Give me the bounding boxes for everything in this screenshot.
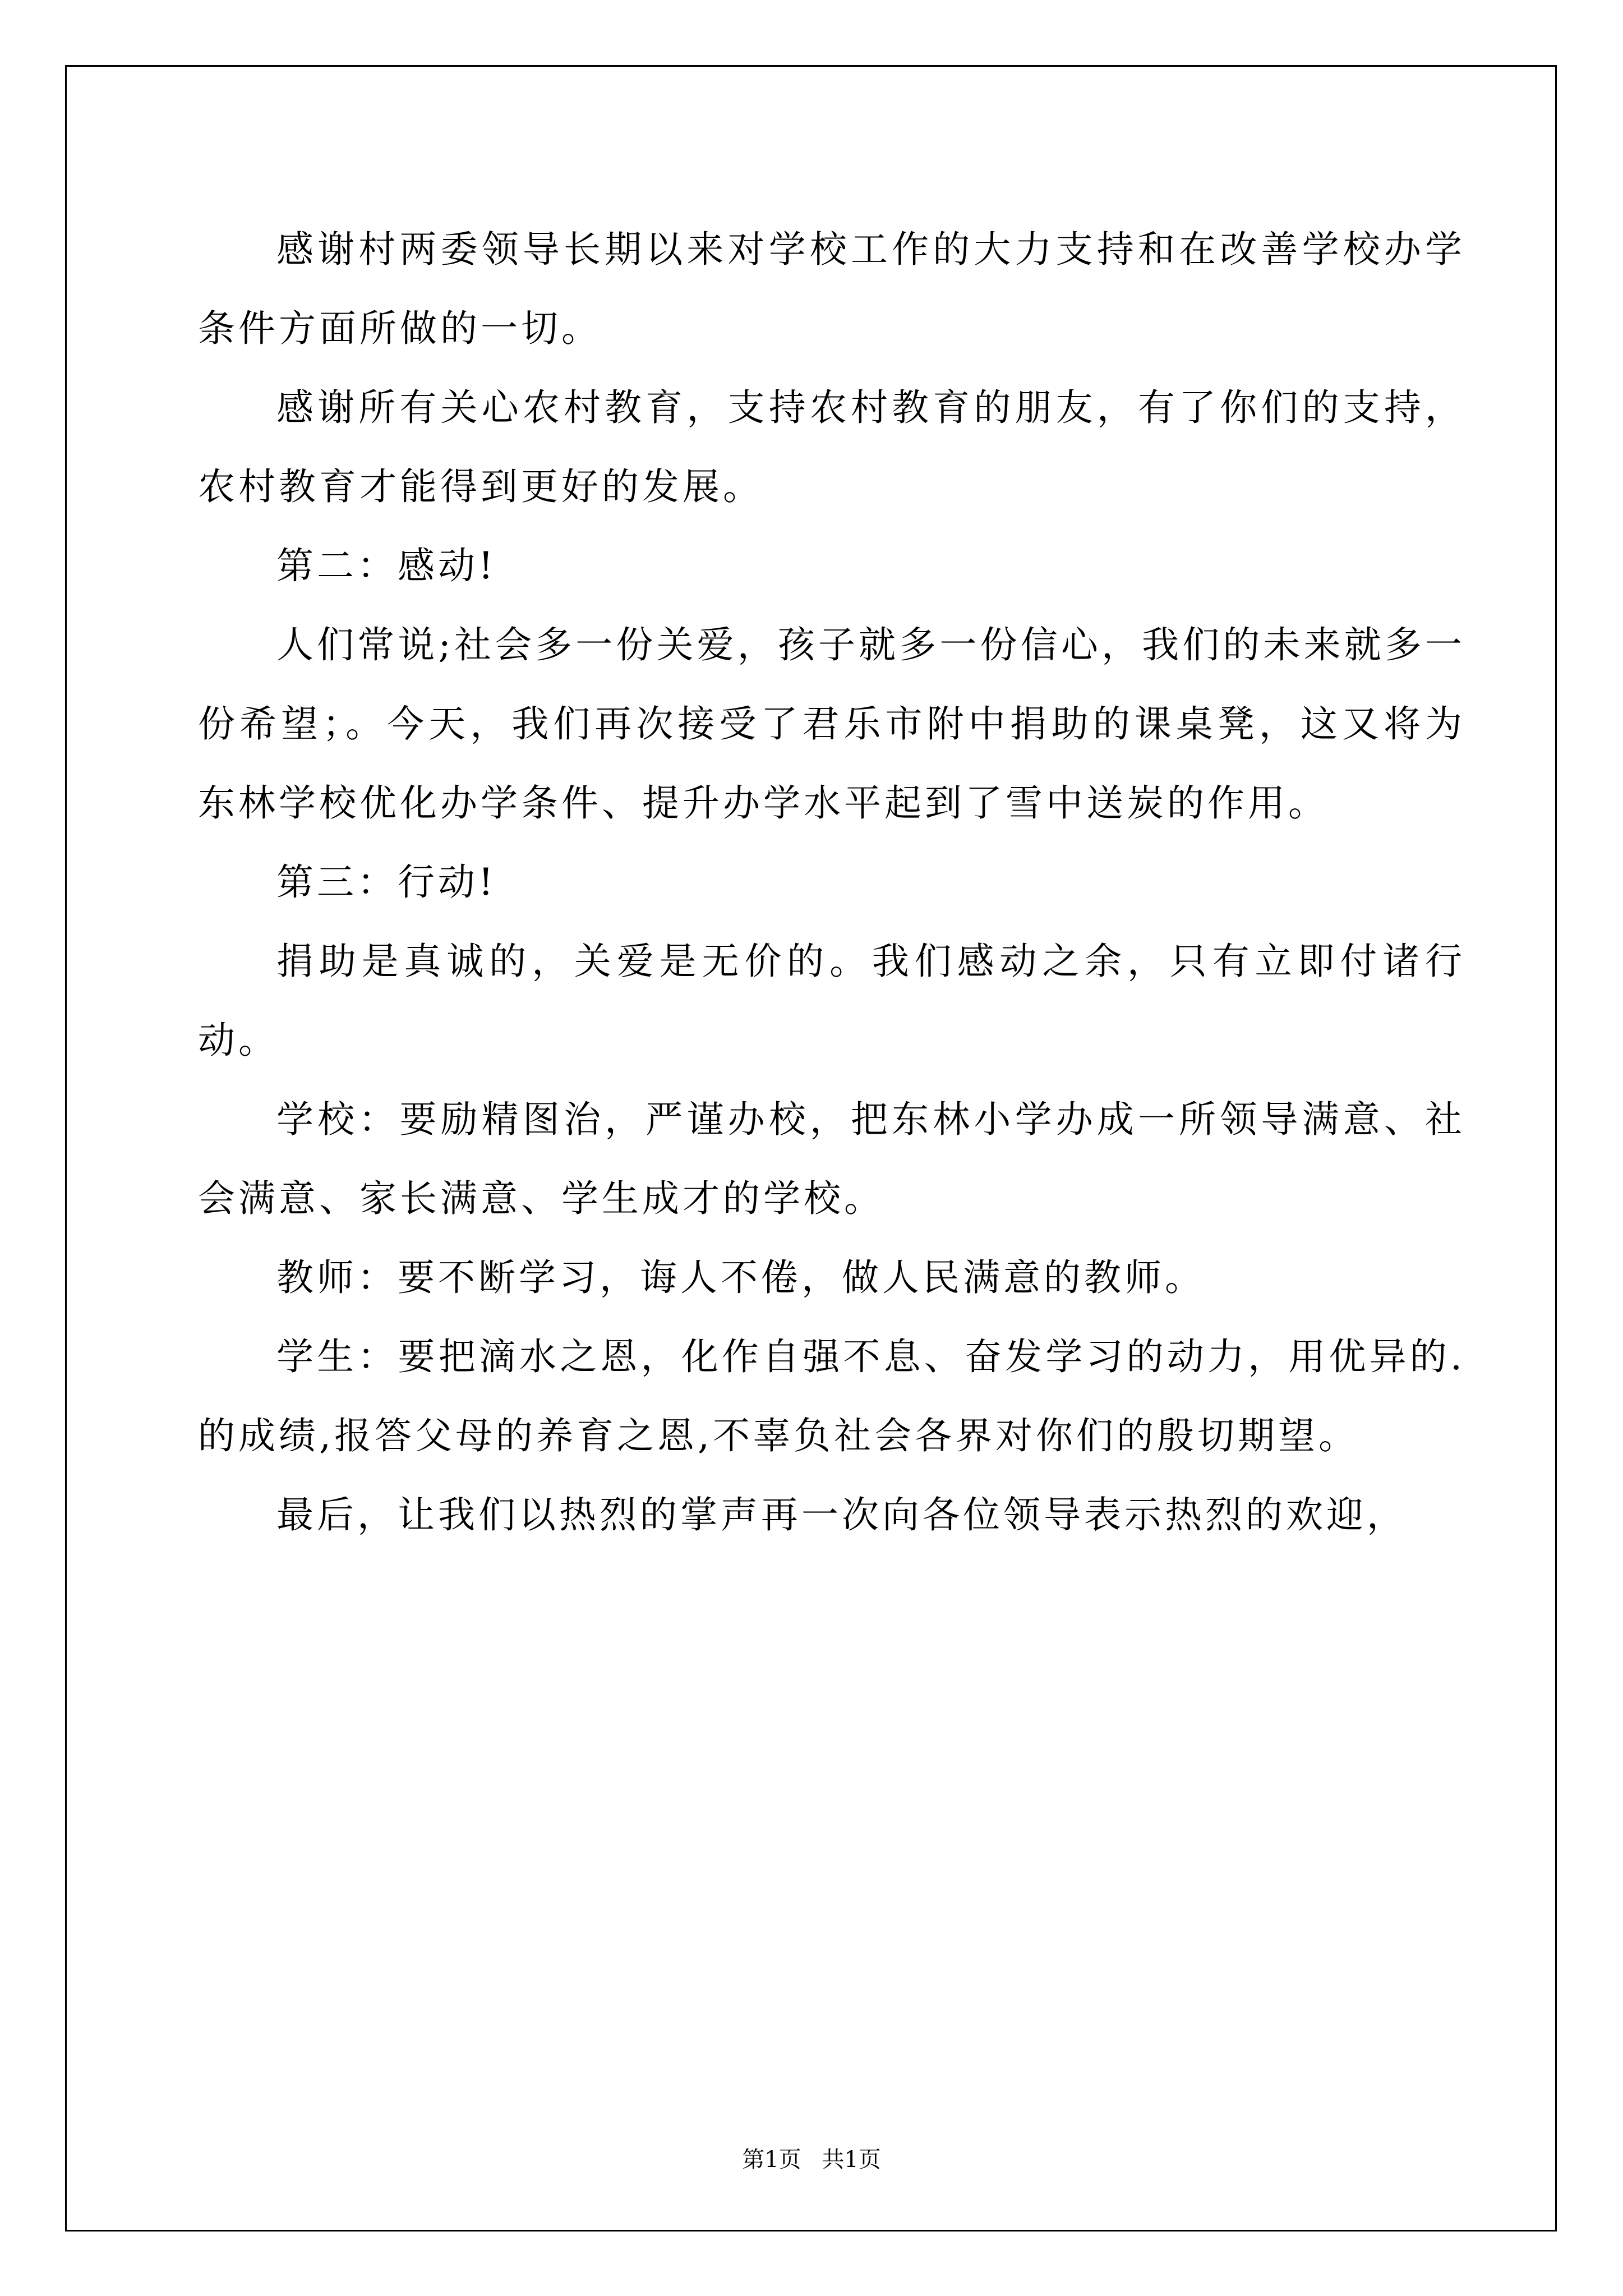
section-heading: 第三：行动! (276, 861, 497, 904)
page-number: 第1页 (742, 2147, 801, 2173)
paragraph: 教师：要不断学习，诲人不倦，做人民满意的教师。 (276, 1256, 1205, 1299)
section-heading: 第二：感动! (276, 544, 497, 587)
paragraph: 人们常说;社会多一份关爱，孩子就多一份信心，我们的未来就多一份希望；。今天，我们再次接受了君乐市附中捐助的课桌凳，这又将为东林学校优化办学条件、提升办学水平起到了雪中送炭的作用。 (198, 623, 1465, 825)
page-total: 共1页 (822, 2147, 881, 2173)
paragraph: 最后，让我们以热烈的掌声再一次向各位领导表示热烈的欢迎， (276, 1493, 1407, 1536)
document-body (198, 210, 1465, 1554)
paragraph: 学校：要励精图治，严谨办校，把东林小学办成一所领导满意、社会满意、家长满意、学生成才的学校。 (198, 1098, 1465, 1220)
paragraph: 感谢所有关心农村教育，支持农村教育的朋友，有了你们的支持，农村教育才能得到更好的发展。 (198, 386, 1465, 508)
paragraph: 学生：要把滴水之恩，化作自强不息、奋发学习的动力，用优异的.的成绩,报答父母的养育之恩,不辜负社会各界对你们的殷切期望。 (198, 1335, 1465, 1457)
page-footer (0, 2142, 1623, 2174)
paragraph: 捐助是真诚的，关爱是无价的。我们感动之余，只有立即付诸行动。 (198, 940, 1465, 1062)
paragraph: 感谢村两委领导长期以来对学校工作的大力支持和在改善学校办学条件方面所做的一切。 (198, 228, 1465, 350)
